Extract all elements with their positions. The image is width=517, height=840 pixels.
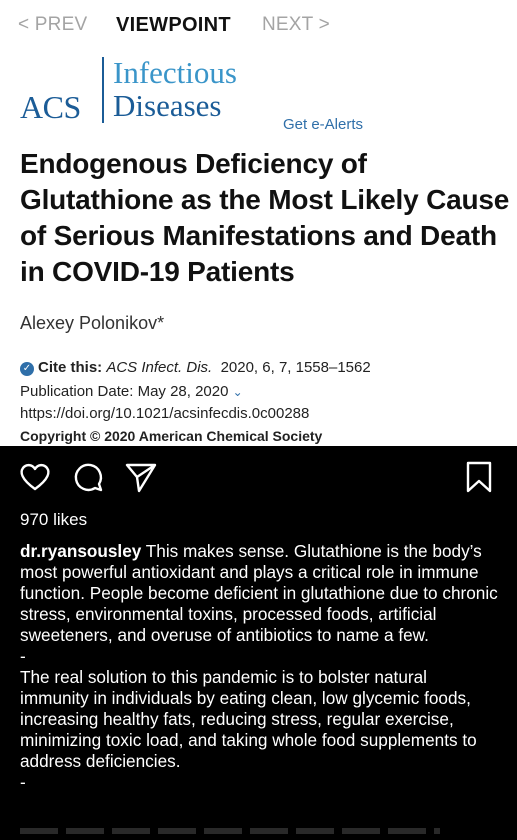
copyright: Copyright © 2020 American Chemical Society — [20, 428, 323, 444]
action-bar — [0, 460, 517, 496]
cite-journal: ACS Infect. Dis. — [106, 359, 213, 376]
truncated-text-line — [20, 828, 440, 834]
logo-journal-line1: Infectious — [113, 55, 237, 90]
prev-link[interactable]: < PREV — [18, 14, 88, 35]
share-icon[interactable] — [124, 460, 158, 494]
caption-separator: - — [20, 646, 26, 666]
post-caption — [20, 541, 498, 793]
logo-divider — [102, 57, 104, 123]
doi-link[interactable]: https://doi.org/10.1021/acsinfecdis.0c00288 — [20, 405, 310, 422]
bookmark-icon[interactable] — [462, 460, 496, 494]
next-link[interactable]: NEXT > — [262, 14, 330, 35]
cite-label[interactable]: Cite this: — [38, 359, 103, 376]
cite-row — [20, 359, 371, 376]
post-username[interactable]: dr.ryansousley — [20, 541, 142, 561]
comment-icon[interactable] — [71, 460, 105, 494]
article-title: Endogenous Deficiency of Glutathione as the Most Likely Cause of Serious Manifestations and Death in COVID-19 Patients — [20, 148, 510, 287]
caption-text-1: This makes sense. Glutathione is the body’s most powerful antioxidant and plays a critical role in immune function. People become deficient in glutathione due to chronic stress, environmental toxins, processed foods, artificial sweeteners, and overuse of antibiotics to name a few. — [20, 541, 498, 645]
caption-text-2: The real solution to this pandemic is to bolster natural immunity in individuals by eating clean, low glycemic foods, increasing healthy fats, reducing stress, regular exercise, minimizing toxic load, and taking whole food supplements to address deficiencies. — [20, 667, 477, 771]
chevron-down-icon[interactable]: ⌄ — [232, 385, 243, 399]
cite-details: 2020, 6, 7, 1558–1562 — [220, 359, 371, 376]
get-alerts-link[interactable]: Get e-Alerts — [283, 116, 364, 133]
heart-icon[interactable] — [18, 460, 52, 494]
article-nav — [0, 12, 517, 40]
article-author[interactable]: Alexey Polonikov* — [20, 313, 165, 333]
caption-separator-2: - — [20, 772, 26, 792]
instagram-post — [0, 446, 517, 840]
pub-date-row — [20, 383, 243, 400]
logo-journal-line2: Diseases — [113, 88, 222, 123]
logo-publisher: ACS — [20, 89, 81, 125]
check-circle-icon: ✓ — [20, 362, 34, 376]
journal-logo[interactable] — [20, 55, 280, 125]
publication-date: Publication Date: May 28, 2020 — [20, 383, 229, 400]
like-count[interactable]: 970 likes — [20, 510, 88, 529]
section-title: VIEWPOINT — [116, 14, 231, 36]
